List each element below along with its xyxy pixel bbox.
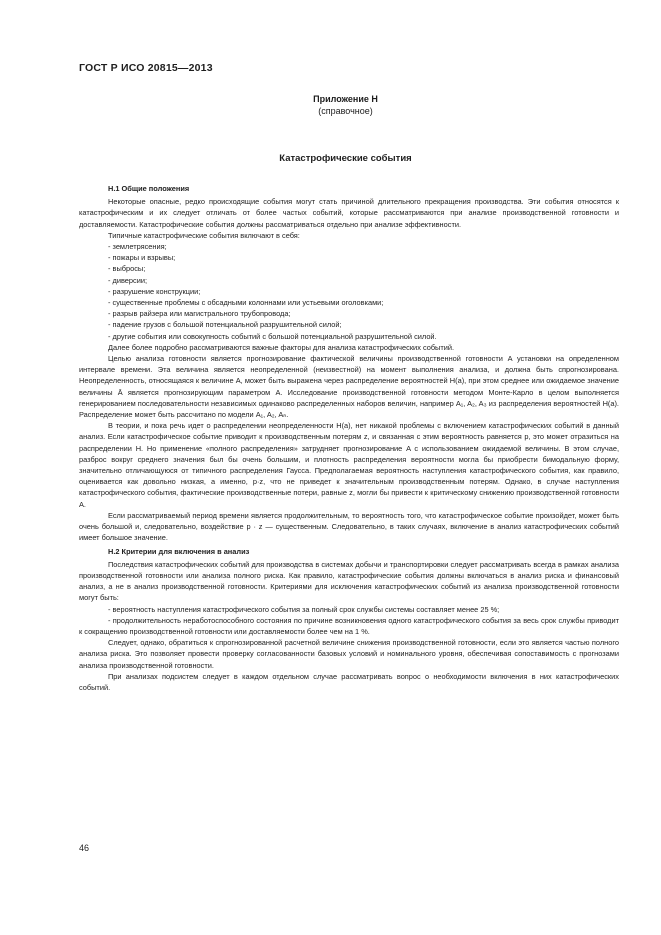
subsection-heading-2: Н.2 Критерии для включения в анализ [108,546,250,556]
paragraph: Следует, однако, обратиться к спрогнозированной расчетной величине снижения производственной готовности, если это является частью полного анализа риска. Это позволяет провести проверку согласованности базовых условий и номинального уровня, обеспечивая сопоставимость с прогнозами анализа производственной готовности. [79,638,619,670]
list-item: - существенные проблемы с обсадными колоннами или устьевыми оголовками; [108,298,384,308]
paragraph: При анализах подсистем следует в каждом отдельном случае рассматривать вопрос о необходимости включения в них катастрофических событий. [79,671,619,692]
document-body [79,183,619,693]
paragraph: Последствия катастрофических событий для производства в системах добычи и транспортировки следует рассматривать всегда в рамках анализа производственной готовности или анализа полного риска. Как правило, катастрофические события должны включаться в анализ риска и финансовый анализ, а не в анализ производственной готовности. Критериями для исключения катастрофических событий из анализа производственной готовности могут быть: [79,559,619,603]
section-title: Катастрофические события [279,153,412,164]
paragraph: Типичные катастрофические события включают в себя: [108,230,300,240]
paragraph: Целью анализа готовности является прогнозирование фактической величины производственной готовности A установки на определенном интервале времени. Эта величина является неопределенной (неизвестной) на момент выполнения анализа, и должна быть спрогнозирована. Неопределенность, относящаяся к величине A, может быть выражена через распределение вероятностей H(a), при этом среднее или ожидаемое значение величины Ā является прогнозирующим параметром A. Исследование производственной готовности методом Монте-Карло в целом выполняется генерированием последовательности независимых одинаково распределенных наборов величин, например A₁, A₂, A₃ из распределения вероятностей H(a). Распределение может быть рассчитано по модели A₁, A₂, Aₙ. [79,354,619,420]
paragraph: Если рассматриваемый период времени является продолжительным, то вероятность того, что катастрофическое событие произойдет, может быть очень большой и, следовательно, воздействие p · z — существенным. Следовательно, в таких случаях, включение в анализ катастрофических событий имеет большое значение. [79,510,619,543]
subsection-heading-1: Н.1 Общие положения [108,184,190,193]
list-item: - разрушение конструкции; [108,286,201,296]
list-item: - диверсии; [108,275,148,285]
list-item: - другие события или совокупность событий с большой потенциальной разрушительной силой. [108,331,437,341]
paragraph: В теории, и пока речь идет о распределении неопределенности H(a), нет никакой проблемы с включением катастрофических событий в данный анализ. Если катастрофическое событие приводит к производственным потерям z, и связанная с этим вероятность равняется p, это может отразиться на распределении H. Но применение «полного распределения» затрудняет прогнозирование A с использованием ожидаемой величины. В этом случае, разброс вокруг среднего значения был бы очень большим, и плотность распределения вероятности могла бы приобрести бимодальную форму, значительно отличающуюся от типичного распределения Гаусса. Предполагаемая вероятность наступления катастрофического события, как правило, оценивается как довольно низкая, а именно, p·z, что не приведет к значительным производственным потерям. Однако, в случае наступления катастрофического события, фактические производственные потери, равные z, могли бы привести к критическому снижению производственной готовности A. [79,421,619,509]
list-item: - пожары и взрывы; [108,253,176,263]
page-number: 46 [79,843,90,853]
list-item: - разрыв райзера или магистрального трубопровода; [108,309,291,319]
annex-type: (справочное) [318,106,373,116]
list-item: - выбросы; [108,264,146,274]
paragraph: Некоторые опасные, редко происходящие события могут стать причиной длительного прекращения производства. Эти события относятся к катастрофическим и их следует отличать от более частых событий, которые рассматриваются при анализе производственной готовности и доставляемости. Катастрофические события должны рассматриваться отдельно при анализе эффективности. [79,197,619,229]
paragraph: Далее более подробно рассматриваются важные факторы для анализа катастрофических событий. [108,342,455,352]
list-item: - землетрясения; [108,242,167,252]
annex-heading [0,93,661,117]
list-item: - падение грузов с большой потенциальной разрушительной силой; [108,320,342,330]
list-item: - вероятность наступления катастрофического события за полный срок службы системы составляет менее 25 %; [108,604,500,614]
standard-header: ГОСТ Р ИСО 20815—2013 [79,62,213,74]
annex-title: Приложение Н [313,94,378,104]
list-item: - продолжительность неработоспособного состояния по причине возникновения одного катастрофического события за весь срок службы приводит к сокращению производственной готовности или доставляемости более чем на 1 %. [79,615,619,636]
